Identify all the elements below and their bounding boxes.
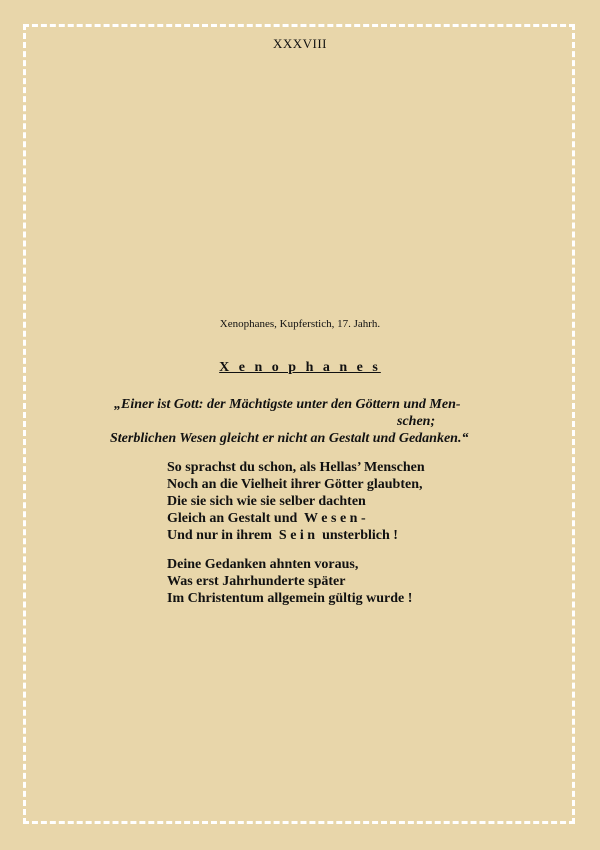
page-number: XXXVIII — [272, 36, 328, 51]
image-caption: Xenophanes, Kupferstich, 17. Jahrh. — [219, 318, 381, 330]
verse-line: Deine Gedanken ahnten voraus, — [167, 557, 359, 572]
poem-motto — [100, 396, 500, 447]
poem-title: X e n o p h a n e s — [219, 360, 381, 375]
verse-line: So sprachst du schon, als Hellas’ Menschen — [167, 460, 425, 475]
motto-line: „Einer ist Gott: der Mächtigste unter den Göttern und Men- — [114, 397, 461, 412]
motto-line: Sterblichen Wesen gleicht er nicht an Gestalt und Gedanken.“ — [110, 431, 469, 446]
poem-stanza-2 — [167, 556, 487, 607]
verse-line: Gleich an Gestalt und W e s e n - — [167, 511, 366, 526]
verse-line: Was erst Jahrhunderte später — [167, 574, 346, 589]
motto-line: schen; — [397, 414, 436, 429]
verse-line: Im Christentum allgemein gültig wurde ! — [167, 591, 413, 606]
poem-stanza-1 — [167, 459, 487, 544]
verse-line: Noch an die Vielheit ihrer Götter glaubten, — [167, 477, 423, 492]
verse-line: Die sie sich wie sie selber dachten — [167, 494, 366, 509]
verse-line: Und nur in ihrem S e i n unsterblich ! — [167, 528, 398, 543]
